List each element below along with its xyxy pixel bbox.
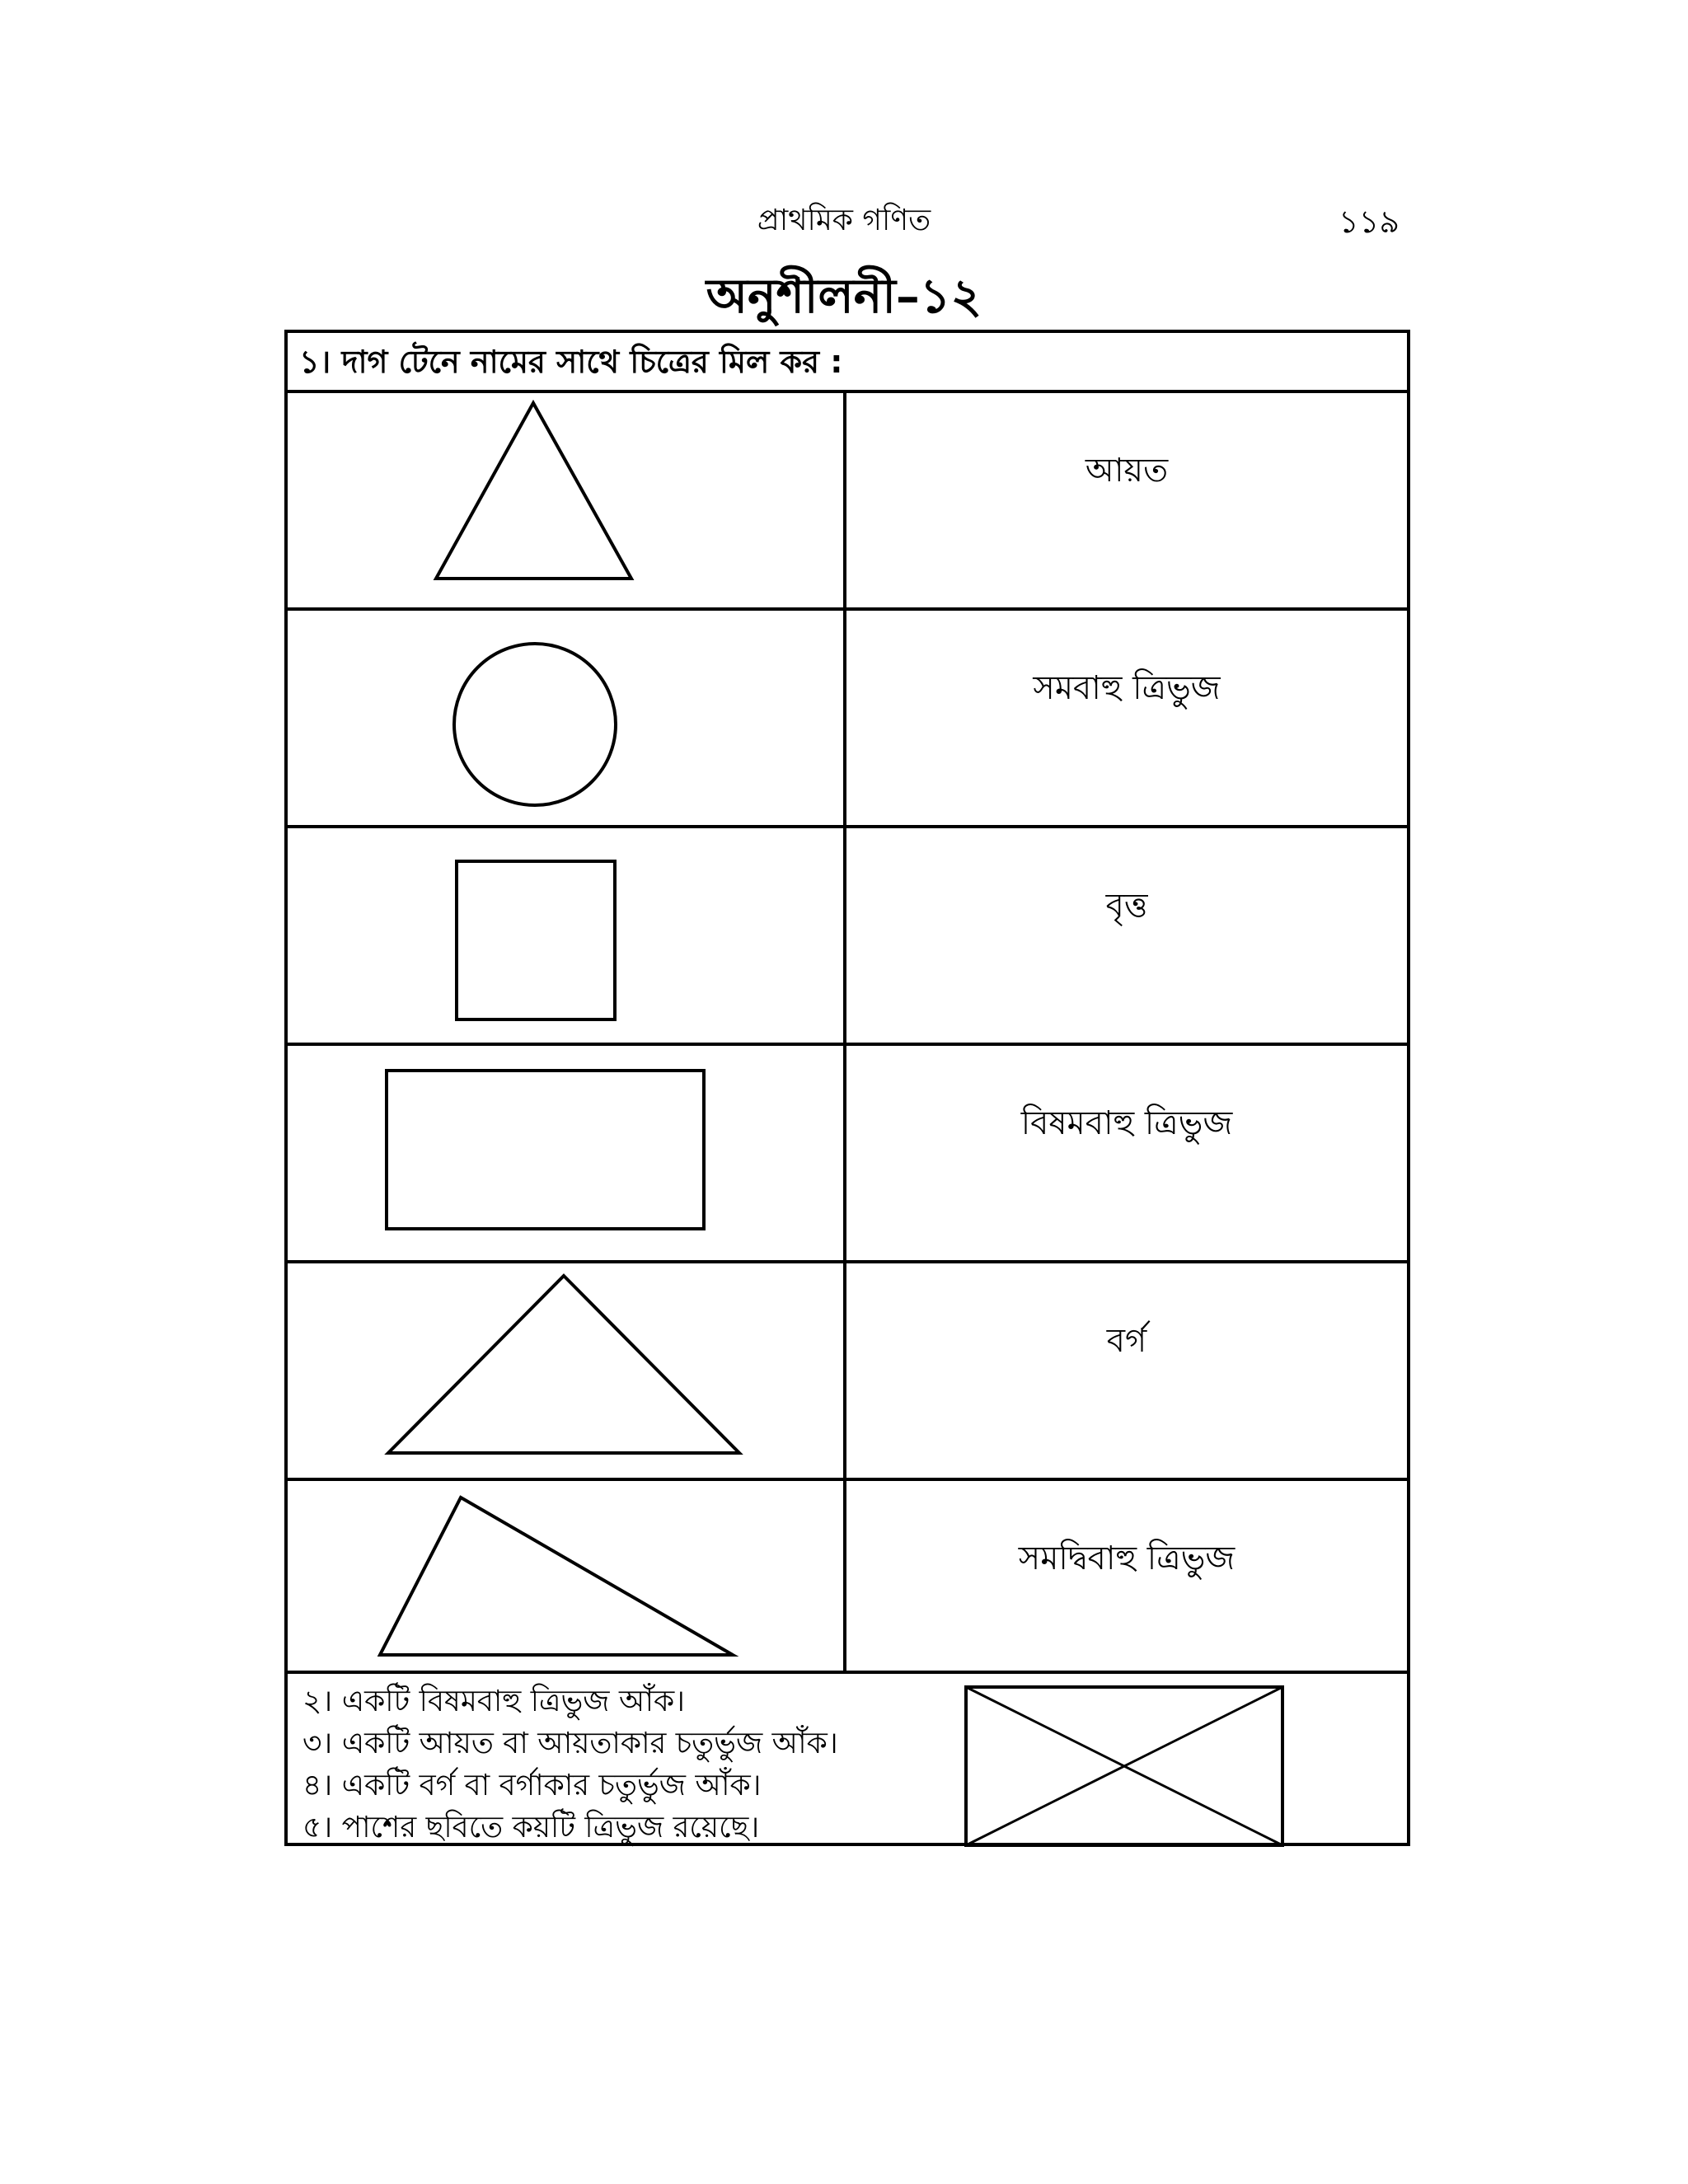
- match-row: [288, 828, 1407, 1046]
- match-row: [288, 611, 1407, 828]
- question-list: [302, 1680, 838, 1849]
- shape-cell: [288, 828, 846, 1043]
- equilateral-triangle-shape: [288, 393, 843, 607]
- square-shape: [288, 828, 843, 1043]
- name-cell: [846, 1046, 1407, 1260]
- question-1-prompt: ১। দাগ টেনে নামের সাথে চিত্রের মিল কর :: [288, 333, 1407, 393]
- question-item: ২। একটি বিষমবাহু ত্রিভুজ আঁক।: [302, 1685, 686, 1718]
- scalene-triangle-shape: [288, 1481, 843, 1671]
- rectangle-shape: [288, 1046, 843, 1260]
- shape-name-label: আয়ত: [1085, 452, 1169, 490]
- shape-name-label: বৃত্ত: [1105, 887, 1148, 925]
- match-row: [288, 1263, 1407, 1481]
- question-item: ৫। পাশের ছবিতে কয়টি ত্রিভুজ রয়েছে।: [302, 1811, 760, 1844]
- shape-name-label: বিষমবাহু ত্রিভুজ: [1020, 1104, 1233, 1142]
- shape-cell: [288, 1046, 846, 1260]
- match-row: [288, 1481, 1407, 1674]
- shape-name-label: বর্গ: [1106, 1322, 1147, 1360]
- question-item: ৪। একটি বর্গ বা বর্গাকার চতুর্ভুজ আঁক।: [302, 1769, 762, 1802]
- rectangle-with-diagonals-figure: [964, 1685, 1285, 1849]
- exercise-table: [284, 330, 1410, 1846]
- name-cell: [846, 1481, 1407, 1671]
- shape-cell: [288, 1263, 846, 1478]
- shape-name-label: সমদ্বিবাহু ত্রিভুজ: [1018, 1540, 1236, 1577]
- shape-cell: [288, 1481, 846, 1671]
- match-row: [288, 393, 1407, 611]
- name-cell: [846, 611, 1407, 825]
- shape-cell: [288, 393, 846, 607]
- isosceles-triangle-shape: [288, 1263, 843, 1478]
- name-cell: [846, 1263, 1407, 1478]
- page-number: ১১৯: [1339, 204, 1400, 240]
- running-head: প্রাথমিক গণিত: [757, 204, 931, 237]
- shape-cell: [288, 611, 846, 825]
- match-row: [288, 1046, 1407, 1263]
- circle-shape: [288, 611, 843, 825]
- question-item: ৩। একটি আয়ত বা আয়তাকার চতুর্ভুজ আঁক।: [302, 1727, 838, 1760]
- shape-name-label: সমবাহু ত্রিভুজ: [1033, 669, 1221, 707]
- name-cell: [846, 828, 1407, 1043]
- name-cell: [846, 393, 1407, 607]
- exercise-title: অনুশীলনী–১২: [706, 268, 982, 324]
